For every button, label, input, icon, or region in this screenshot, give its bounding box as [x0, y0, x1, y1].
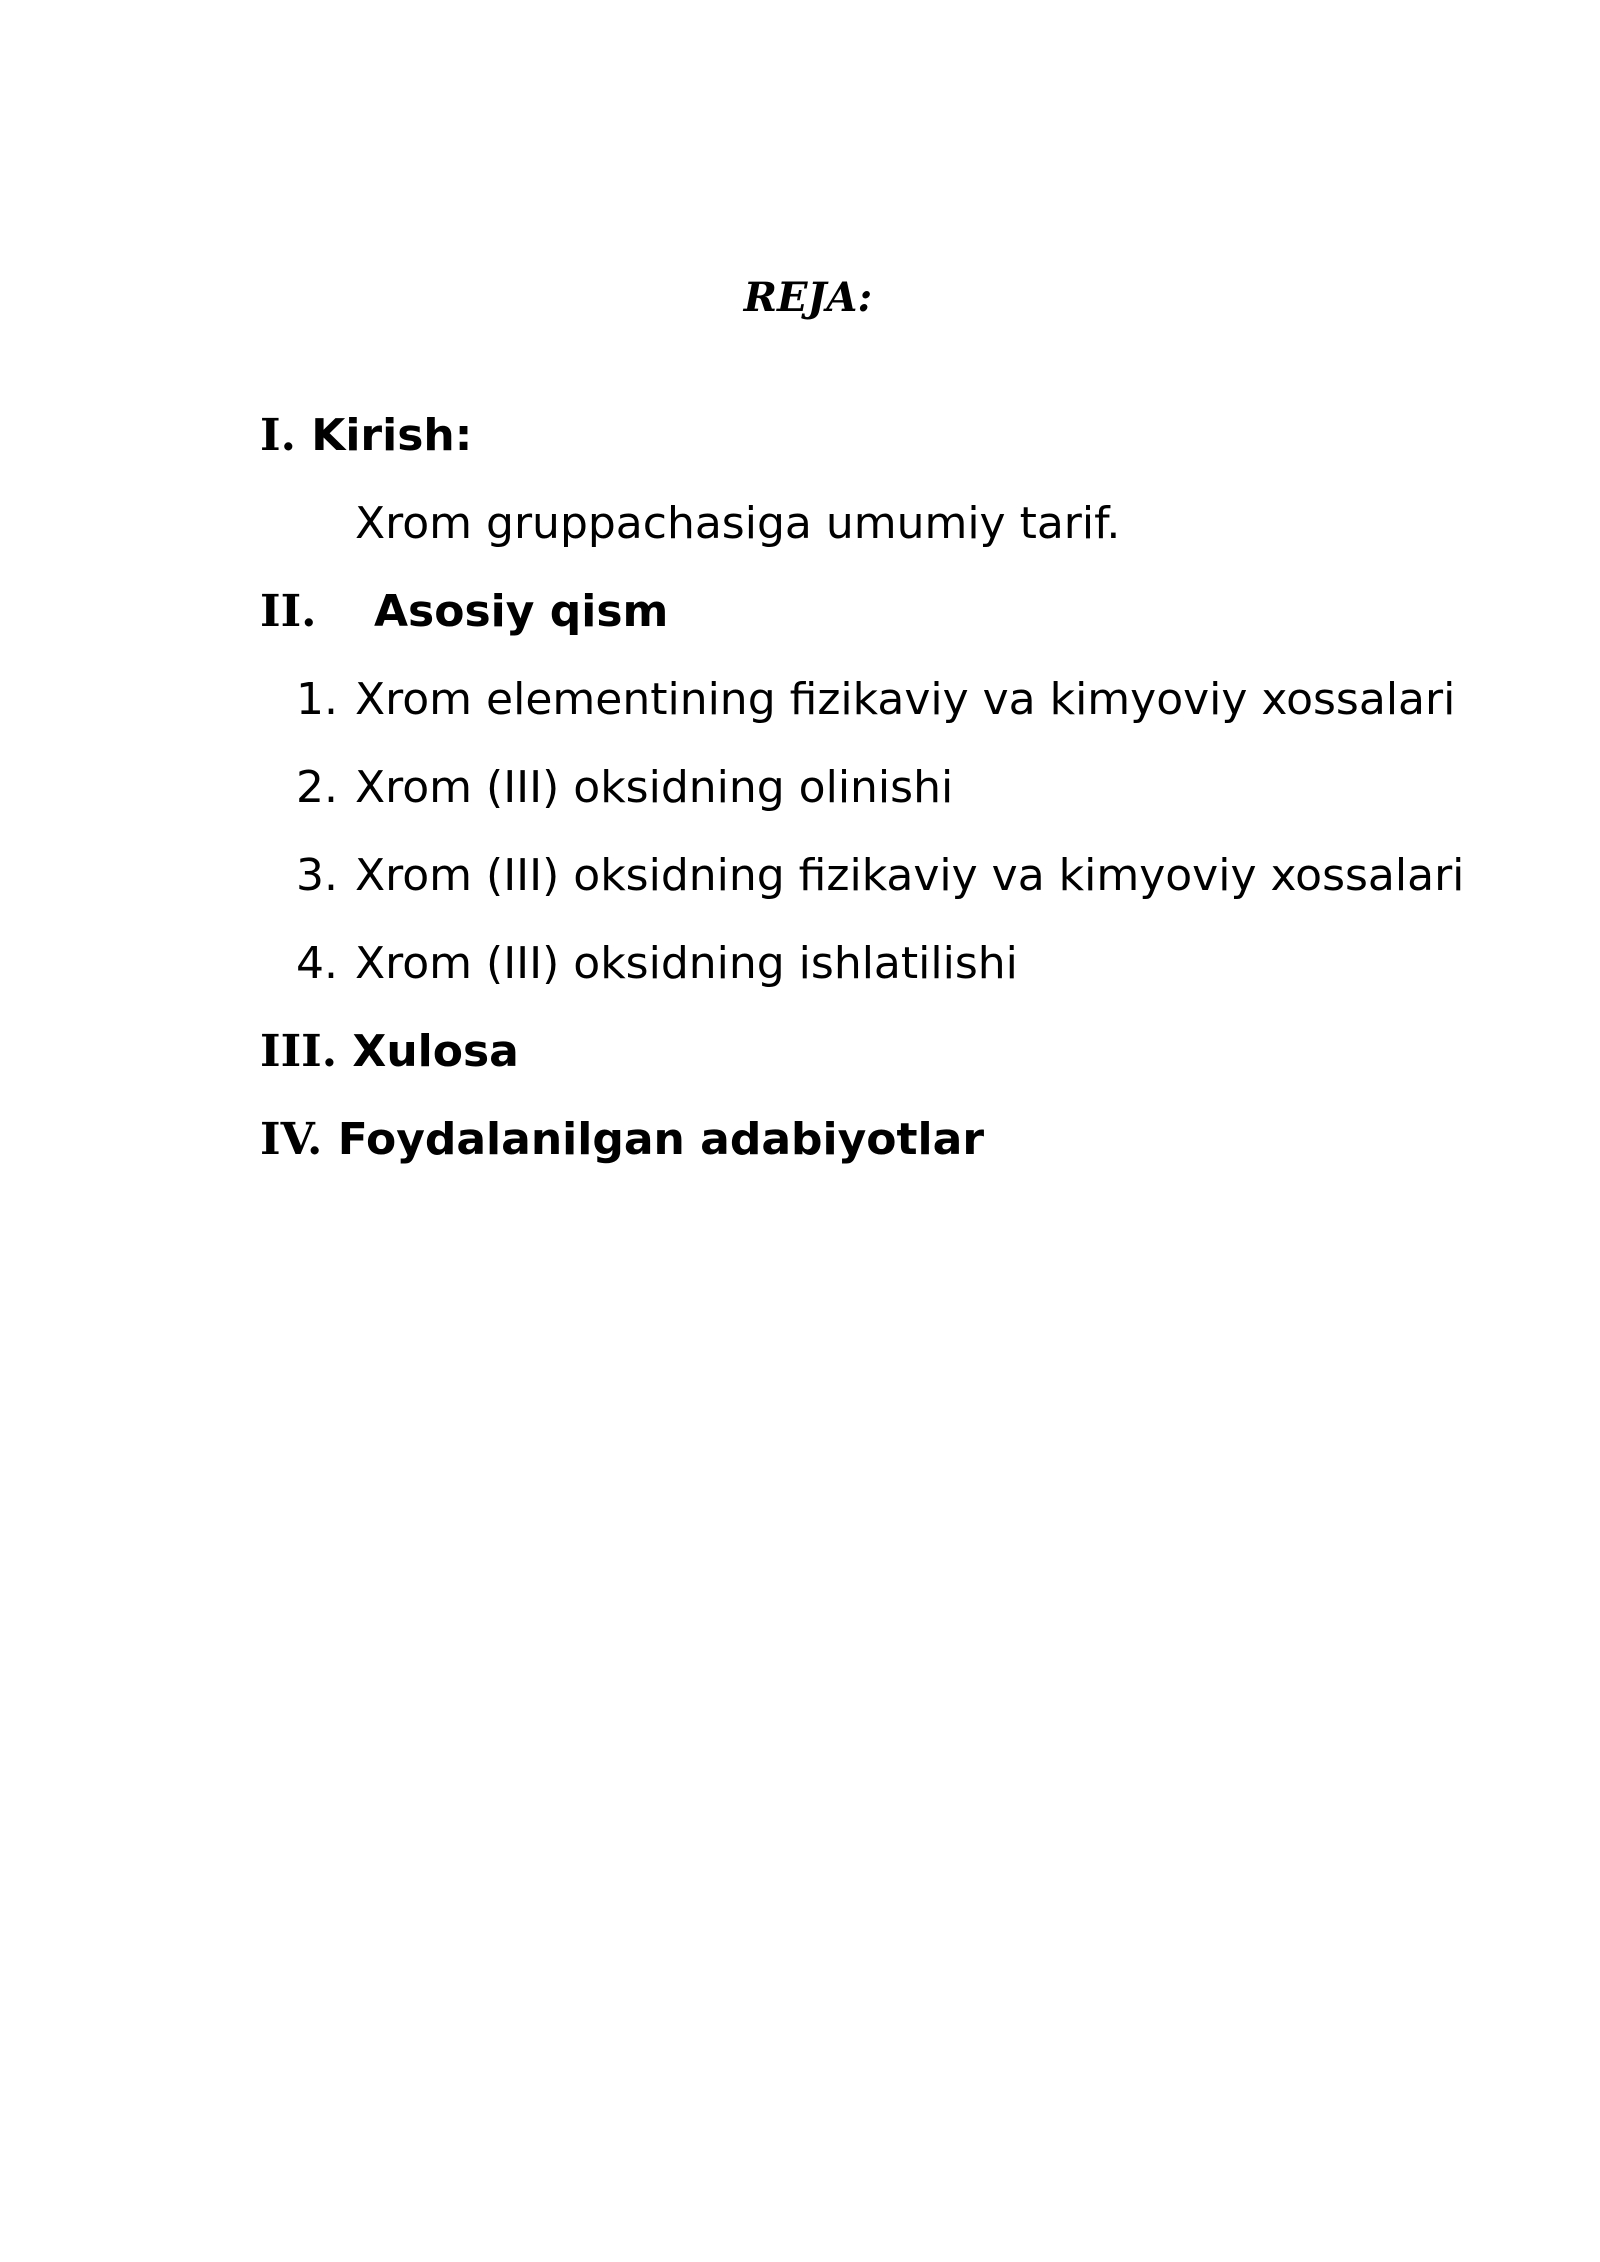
section-numeral: II.	[260, 586, 317, 637]
list-item-text: Xrom (III) oksidning olinishi	[355, 762, 954, 813]
section-label: Foydalanilgan adabiyotlar	[337, 1114, 985, 1165]
section-label: Xulosa	[352, 1026, 519, 1077]
section-kirish-heading	[260, 408, 472, 464]
list-item-number: 4.	[296, 938, 338, 989]
section-numeral: I.	[260, 410, 296, 461]
section-adabiyotlar-heading	[260, 1112, 984, 1168]
section-asosiy-heading: Asosiy qism	[374, 586, 669, 637]
list-item-number: 3.	[296, 850, 338, 901]
section-label: Kirish:	[311, 410, 473, 461]
page-title: REJA:	[743, 274, 873, 321]
section-numeral: III.	[260, 1026, 338, 1077]
list-item-number: 2.	[296, 762, 338, 813]
list-item-text: Xrom (III) oksidning fizikaviy va kimyoviy xossalari	[355, 850, 1465, 901]
section-numeral: IV.	[260, 1114, 323, 1165]
section-xulosa-heading	[260, 1024, 519, 1080]
section-kirish-subtext: Xrom gruppachasiga umumiy tarif.	[355, 498, 1121, 549]
list-item-text: Xrom elementining fizikaviy va kimyoviy xossalari	[355, 674, 1456, 725]
list-item-number: 1.	[296, 674, 338, 725]
list-item-text: Xrom (III) oksidning ishlatilishi	[355, 938, 1018, 989]
